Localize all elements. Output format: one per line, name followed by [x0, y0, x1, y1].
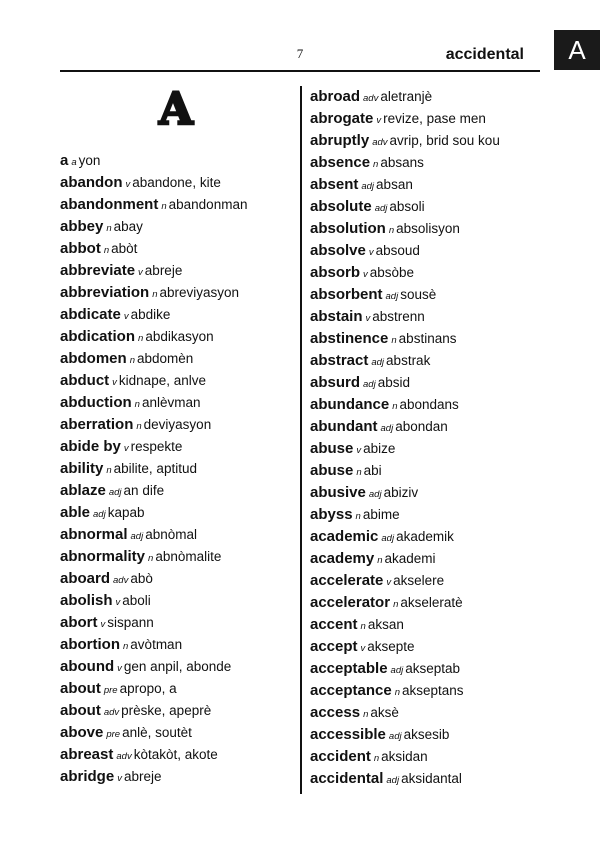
entry-headword: acceptable	[310, 660, 388, 677]
entry-part-of-speech: adj	[130, 531, 144, 542]
dictionary-entry	[310, 548, 540, 570]
dictionary-entry	[60, 546, 296, 568]
entry-translation: anlè, soutèt	[122, 725, 192, 740]
running-head: accidental	[445, 46, 524, 63]
dictionary-entry	[310, 284, 540, 306]
dictionary-entry	[310, 174, 540, 196]
column-divider	[300, 86, 302, 794]
entry-part-of-speech: n	[377, 555, 383, 566]
entry-translation: akseptab	[405, 661, 461, 676]
entry-translation: abnòmal	[145, 527, 197, 542]
entry-translation: abòt	[111, 241, 138, 256]
dictionary-entry	[310, 86, 540, 108]
entry-part-of-speech: n	[355, 511, 361, 522]
entry-part-of-speech: n	[394, 687, 401, 698]
entry-translation: absoud	[375, 243, 420, 258]
entry-headword: absurd	[310, 374, 361, 391]
dictionary-entry	[310, 372, 540, 394]
dictionary-entry	[60, 656, 296, 678]
dictionary-entry	[310, 130, 540, 152]
entry-headword: abandon	[60, 174, 123, 191]
dictionary-entry	[60, 502, 296, 524]
entry-headword: able	[60, 504, 91, 521]
entry-headword: accidental	[310, 770, 384, 787]
entry-headword: abnormality	[60, 548, 146, 565]
entry-headword: abdicate	[60, 306, 121, 323]
dictionary-entry	[310, 724, 540, 746]
entry-part-of-speech: v	[363, 269, 368, 280]
entry-part-of-speech: pre	[106, 729, 121, 740]
dictionary-entry	[310, 504, 540, 526]
dictionary-entry	[60, 370, 296, 392]
entry-part-of-speech: n	[356, 467, 362, 478]
entry-translation: absoli	[389, 199, 425, 214]
entry-part-of-speech: adj	[108, 487, 122, 498]
entry-part-of-speech: v	[360, 643, 366, 654]
entry-headword: access	[310, 704, 361, 721]
dictionary-entry	[60, 458, 296, 480]
entry-headword: absent	[310, 176, 359, 193]
dictionary-entry	[310, 482, 540, 504]
dictionary-entry	[60, 612, 296, 634]
dictionary-entry	[60, 348, 296, 370]
entry-part-of-speech: adj	[380, 423, 394, 434]
entry-translation: akseleratè	[400, 595, 463, 610]
entry-part-of-speech: n	[360, 621, 366, 632]
entry-part-of-speech: n	[393, 599, 399, 610]
entry-headword: acceptance	[310, 682, 392, 699]
dictionary-entry	[310, 570, 540, 592]
entry-part-of-speech: adj	[371, 357, 385, 368]
entry-translation: yon	[78, 153, 101, 168]
entry-part-of-speech: n	[138, 333, 144, 344]
entry-translation: an dife	[123, 483, 165, 498]
entry-headword: a	[60, 152, 69, 169]
entry-part-of-speech: adj	[388, 731, 402, 742]
dictionary-entry	[60, 590, 296, 612]
entry-translation: kapab	[107, 505, 145, 520]
entry-part-of-speech: v	[138, 267, 143, 278]
dictionary-entry	[310, 196, 540, 218]
entry-part-of-speech: adj	[385, 291, 399, 302]
entry-headword: accelerate	[310, 572, 384, 589]
entry-translation: akseptans	[402, 683, 464, 698]
entry-translation: abreviyasyon	[159, 285, 240, 300]
entry-translation: kòtakòt, akote	[133, 747, 218, 762]
dictionary-entry	[60, 722, 296, 744]
entry-translation: abondan	[395, 419, 448, 434]
entry-translation: apropo, a	[119, 681, 177, 696]
entry-part-of-speech: n	[152, 289, 158, 300]
entry-translation: abandone, kite	[132, 175, 221, 190]
entry-headword: accent	[310, 616, 358, 633]
entry-translation: absan	[376, 177, 413, 192]
dictionary-entry	[310, 438, 540, 460]
entry-part-of-speech: adj	[363, 379, 376, 390]
entry-part-of-speech: v	[100, 619, 106, 630]
entry-part-of-speech: n	[129, 355, 135, 366]
entry-part-of-speech: n	[106, 465, 112, 476]
entry-headword: above	[60, 724, 104, 741]
dictionary-entry	[310, 350, 540, 372]
entry-part-of-speech: v	[356, 445, 362, 456]
entry-headword: about	[60, 702, 101, 719]
entry-translation: abstrenn	[372, 309, 425, 324]
entry-part-of-speech: v	[123, 311, 129, 322]
entry-translation: akademik	[396, 529, 454, 544]
entry-part-of-speech: n	[123, 641, 129, 652]
entry-headword: absence	[310, 154, 371, 171]
entry-translation: aksè	[370, 705, 399, 720]
entry-part-of-speech: n	[136, 421, 142, 432]
entry-part-of-speech: n	[363, 709, 369, 720]
header-rule	[60, 70, 540, 72]
entry-headword: abandonment	[60, 196, 159, 213]
dictionary-entry	[310, 152, 540, 174]
entry-headword: academic	[310, 528, 379, 545]
dictionary-entry	[310, 746, 540, 768]
entry-part-of-speech: v	[117, 773, 122, 784]
entry-translation: abiziv	[383, 485, 419, 500]
entry-headword: accident	[310, 748, 371, 765]
entry-translation: prèske, apeprè	[121, 703, 212, 718]
entry-translation: absolisyon	[396, 221, 460, 236]
dictionary-entry	[310, 680, 540, 702]
entry-part-of-speech: adj	[381, 533, 395, 544]
entry-part-of-speech: pre	[103, 685, 118, 696]
entry-part-of-speech: n	[134, 399, 140, 410]
entry-headword: about	[60, 680, 101, 697]
entry-translation: abstinans	[398, 331, 457, 346]
entry-translation: deviyasyon	[143, 417, 212, 432]
dictionary-entry	[310, 768, 540, 790]
dictionary-entry	[60, 634, 296, 656]
entry-headword: abstain	[310, 308, 363, 325]
entry-headword: ability	[60, 460, 104, 477]
entry-headword: abound	[60, 658, 115, 675]
entry-headword: abbot	[60, 240, 101, 257]
dictionary-entry	[310, 592, 540, 614]
dictionary-entry	[60, 700, 296, 722]
entry-translation: gen anpil, abonde	[123, 659, 232, 674]
dictionary-entry	[310, 526, 540, 548]
entry-part-of-speech: v	[123, 443, 129, 454]
page-number: 7	[296, 46, 304, 61]
entry-headword: abusive	[310, 484, 366, 501]
entry-part-of-speech: adv	[372, 137, 388, 148]
entry-part-of-speech: adj	[361, 181, 375, 192]
entry-translation: abandonman	[168, 197, 248, 212]
dictionary-entry	[60, 194, 296, 216]
entry-headword: abuse	[310, 462, 354, 479]
entry-headword: aberration	[60, 416, 134, 433]
entry-headword: abuse	[310, 440, 354, 457]
entry-translation: aletranjè	[380, 89, 433, 104]
dictionary-entry	[310, 702, 540, 724]
entry-translation: abize	[363, 441, 396, 456]
section-letter-heading	[154, 86, 198, 128]
entry-headword: absolve	[310, 242, 366, 259]
dictionary-entry	[60, 172, 296, 194]
entry-translation: aksidan	[381, 749, 428, 764]
entry-part-of-speech: a	[71, 157, 77, 168]
entry-headword: ablaze	[60, 482, 106, 499]
entry-translation: absid	[377, 375, 410, 390]
dictionary-entry	[60, 216, 296, 238]
left-column	[60, 150, 296, 788]
entry-translation: aksan	[367, 617, 404, 632]
dictionary-entry	[60, 150, 296, 172]
entry-part-of-speech: n	[373, 753, 380, 764]
entry-translation: aksepte	[367, 639, 415, 654]
entry-headword: abridge	[60, 768, 115, 785]
dictionary-entry	[310, 218, 540, 240]
dictionary-entry	[310, 240, 540, 262]
entry-part-of-speech: adv	[363, 93, 379, 104]
entry-headword: abortion	[60, 636, 120, 653]
entry-headword: abduction	[60, 394, 132, 411]
entry-headword: absolute	[310, 198, 372, 215]
entry-translation: abnòmalite	[155, 549, 222, 564]
entry-headword: abundance	[310, 396, 390, 413]
entry-headword: aboard	[60, 570, 111, 587]
entry-translation: sispann	[107, 615, 154, 630]
entry-translation: avrip, brid sou kou	[389, 133, 500, 148]
entry-translation: abreje	[123, 769, 162, 784]
entry-headword: absorbent	[310, 286, 383, 303]
entry-part-of-speech: n	[161, 201, 167, 212]
dictionary-entry	[60, 260, 296, 282]
entry-part-of-speech: n	[391, 335, 397, 346]
entry-part-of-speech: v	[376, 115, 382, 126]
section-letter: A	[158, 86, 194, 128]
entry-headword: abolish	[60, 592, 113, 609]
dictionary-entry	[310, 328, 540, 350]
dictionary-entry	[60, 282, 296, 304]
entry-headword: abdication	[60, 328, 136, 345]
dictionary-entry	[310, 658, 540, 680]
entry-translation: aksesib	[403, 727, 450, 742]
dictionary-entry	[60, 392, 296, 414]
entry-headword: abroad	[310, 88, 361, 105]
entry-translation: absòbe	[369, 265, 415, 280]
entry-part-of-speech: v	[386, 577, 392, 588]
entry-headword: accept	[310, 638, 358, 655]
thumb-tab[interactable]: A	[554, 30, 600, 70]
entry-translation: avòtman	[130, 637, 183, 652]
entry-headword: abnormal	[60, 526, 128, 543]
entry-translation: abay	[113, 219, 143, 234]
right-column	[310, 86, 540, 790]
dictionary-entry	[60, 524, 296, 546]
dictionary-entry	[60, 326, 296, 348]
dictionary-entry	[60, 480, 296, 502]
entry-headword: abyss	[310, 506, 353, 523]
entry-part-of-speech: v	[115, 597, 121, 608]
entry-headword: abrogate	[310, 110, 374, 127]
entry-part-of-speech: adj	[390, 665, 404, 676]
entry-part-of-speech: n	[373, 159, 379, 170]
entry-headword: abbey	[60, 218, 104, 235]
entry-part-of-speech: v	[117, 663, 122, 674]
entry-headword: abstract	[310, 352, 369, 369]
entry-part-of-speech: adj	[93, 509, 106, 520]
dictionary-entry	[310, 108, 540, 130]
entry-translation: respekte	[130, 439, 183, 454]
dictionary-entry	[310, 614, 540, 636]
entry-headword: abduct	[60, 372, 110, 389]
entry-headword: absolution	[310, 220, 386, 237]
entry-headword: accessible	[310, 726, 386, 743]
entry-translation: aksidantal	[401, 771, 462, 786]
entry-part-of-speech: adj	[374, 203, 388, 214]
entry-part-of-speech: adj	[368, 489, 382, 500]
entry-headword: accelerator	[310, 594, 391, 611]
entry-part-of-speech: adv	[103, 707, 120, 718]
entry-translation: abi	[363, 463, 382, 478]
dictionary-entry	[310, 262, 540, 284]
dictionary-entry	[60, 238, 296, 260]
dictionary-entry	[60, 436, 296, 458]
entry-part-of-speech: n	[103, 245, 110, 256]
entry-translation: abstrak	[386, 353, 431, 368]
entry-translation: abdike	[130, 307, 171, 322]
entry-headword: abstinence	[310, 330, 389, 347]
dictionary-entry	[310, 416, 540, 438]
dictionary-entry	[60, 414, 296, 436]
entry-translation: aboli	[122, 593, 151, 608]
dictionary-entry	[310, 636, 540, 658]
entry-part-of-speech: adj	[386, 775, 400, 786]
entry-part-of-speech: n	[388, 225, 395, 236]
entry-translation: absans	[380, 155, 424, 170]
entry-headword: abide by	[60, 438, 121, 455]
entry-headword: abreast	[60, 746, 114, 763]
entry-headword: abundant	[310, 418, 378, 435]
entry-headword: abdomen	[60, 350, 127, 367]
entry-translation: kidnape, anlve	[118, 373, 206, 388]
entry-headword: absorb	[310, 264, 361, 281]
entry-translation: abreje	[144, 263, 183, 278]
entry-translation: akademi	[384, 551, 436, 566]
entry-translation: abime	[362, 507, 400, 522]
entry-translation: abilite, aptitud	[113, 461, 197, 476]
dictionary-entry	[310, 394, 540, 416]
dictionary-entry	[310, 306, 540, 328]
entry-part-of-speech: v	[368, 247, 374, 258]
entry-translation: abdikasyon	[145, 329, 214, 344]
entry-translation: anlèvman	[141, 395, 201, 410]
dictionary-entry	[60, 678, 296, 700]
dictionary-entry	[60, 766, 296, 788]
entry-translation: abdomèn	[136, 351, 194, 366]
entry-headword: abbreviation	[60, 284, 150, 301]
entry-translation: abondans	[399, 397, 459, 412]
dictionary-entry	[60, 304, 296, 326]
entry-part-of-speech: n	[106, 223, 112, 234]
entry-part-of-speech: adv	[113, 575, 129, 586]
entry-part-of-speech: v	[365, 313, 371, 324]
entry-part-of-speech: v	[112, 377, 117, 388]
entry-part-of-speech: adv	[116, 751, 132, 762]
dictionary-entry	[60, 744, 296, 766]
entry-translation: akselere	[393, 573, 445, 588]
entry-translation: revize, pase men	[383, 111, 486, 126]
entry-translation: abò	[130, 571, 153, 586]
dictionary-entry	[60, 568, 296, 590]
entry-part-of-speech: n	[392, 401, 398, 412]
dictionary-entry	[310, 460, 540, 482]
entry-part-of-speech: v	[125, 179, 131, 190]
entry-part-of-speech: n	[148, 553, 154, 564]
entry-headword: academy	[310, 550, 375, 567]
entry-headword: abort	[60, 614, 98, 631]
entry-translation: sousè	[400, 287, 437, 302]
entry-headword: abruptly	[310, 132, 370, 149]
entry-headword: abbreviate	[60, 262, 136, 279]
